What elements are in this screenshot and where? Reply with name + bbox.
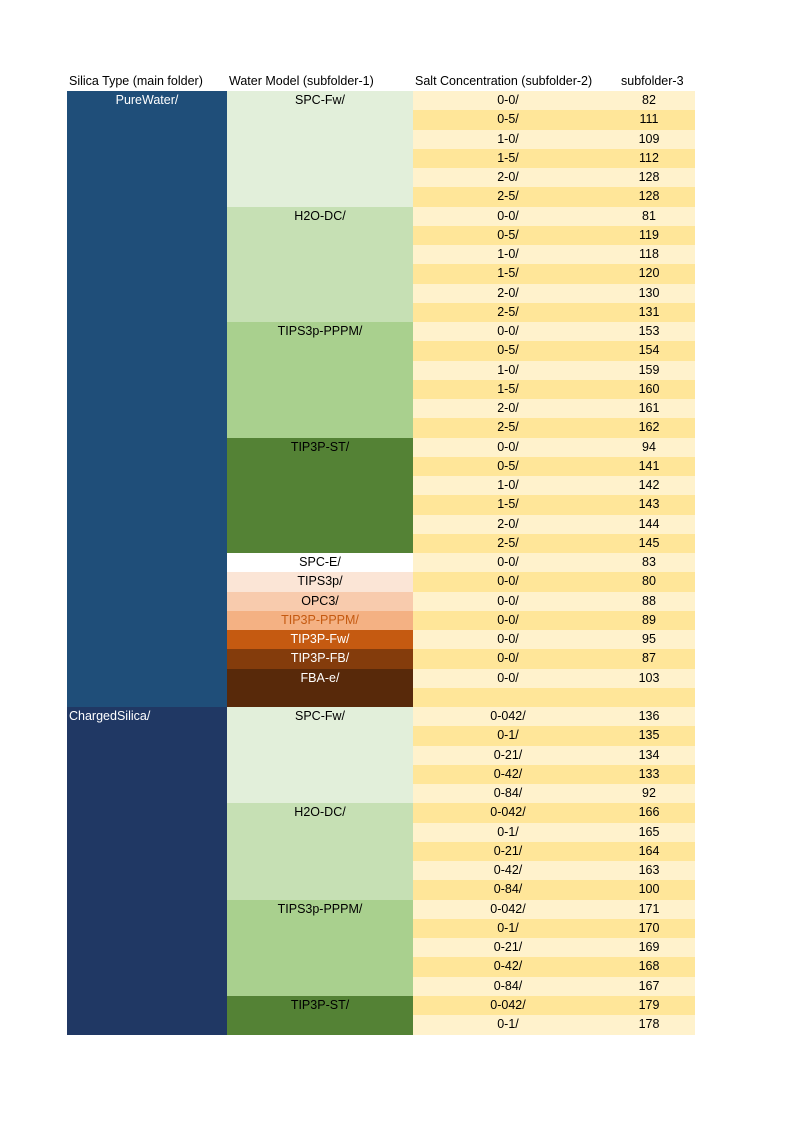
salt-concentration-cell: 2-5/ [413, 418, 603, 438]
water-model-cell: TIP3P-ST/ [227, 438, 413, 554]
water-model-cell: TIPS3p/ [227, 572, 413, 592]
subfolder-3-cell: 128 [603, 187, 695, 207]
subfolder-3-cell: 142 [603, 476, 695, 496]
salt-concentration-cell: 0-5/ [413, 457, 603, 477]
subfolder-3-cell: 134 [603, 746, 695, 766]
header-water-model: Water Model (subfolder-1) [229, 74, 374, 88]
salt-concentration-cell: 0-0/ [413, 592, 603, 612]
subfolder-3-cell: 169 [603, 938, 695, 958]
salt-concentration-cell: 0-42/ [413, 861, 603, 881]
subfolder-3-cell: 162 [603, 418, 695, 438]
salt-concentration-cell: 1-5/ [413, 380, 603, 400]
salt-concentration-cell: 2-0/ [413, 399, 603, 419]
subfolder-3-cell: 144 [603, 515, 695, 535]
subfolder-3-cell: 161 [603, 399, 695, 419]
water-model-cell: TIPS3p-PPPM/ [227, 322, 413, 438]
salt-concentration-cell: 1-5/ [413, 149, 603, 169]
subfolder-3-cell: 143 [603, 495, 695, 515]
salt-concentration-cell: 0-0/ [413, 649, 603, 669]
header-salt-concentration: Salt Concentration (subfolder-2) [415, 74, 593, 88]
subfolder-3-cell: 178 [603, 1015, 695, 1035]
salt-concentration-cell: 0-1/ [413, 823, 603, 843]
subfolder-3-cell: 118 [603, 245, 695, 265]
subfolder-3-cell: 131 [603, 303, 695, 323]
subfolder-3-cell: 179 [603, 996, 695, 1016]
salt-concentration-cell: 0-0/ [413, 91, 603, 111]
salt-concentration-cell: 1-0/ [413, 130, 603, 150]
subfolder-3-cell: 165 [603, 823, 695, 843]
salt-concentration-cell: 0-5/ [413, 226, 603, 246]
salt-concentration-cell: 0-0/ [413, 669, 603, 689]
water-model-cell: TIP3P-ST/ [227, 996, 413, 1035]
salt-concentration-cell: 0-5/ [413, 341, 603, 361]
salt-concentration-cell: 0-21/ [413, 746, 603, 766]
subfolder-3-cell: 128 [603, 168, 695, 188]
salt-concentration-cell: 0-0/ [413, 572, 603, 592]
salt-concentration-cell: 0-0/ [413, 207, 603, 227]
salt-concentration-cell: 0-0/ [413, 438, 603, 458]
subfolder-3-cell: 103 [603, 669, 695, 689]
subfolder-3-cell: 171 [603, 900, 695, 920]
subfolder-3-cell: 100 [603, 880, 695, 900]
salt-concentration-cell: 0-42/ [413, 957, 603, 977]
subfolder-3-cell: 130 [603, 284, 695, 304]
salt-concentration-cell: 0-1/ [413, 919, 603, 939]
salt-concentration-cell: 2-0/ [413, 515, 603, 535]
salt-concentration-cell: 0-21/ [413, 938, 603, 958]
salt-concentration-cell: 0-1/ [413, 726, 603, 746]
salt-concentration-cell: 1-5/ [413, 495, 603, 515]
subfolder-3-cell: 133 [603, 765, 695, 785]
subfolder-3-cell: 81 [603, 207, 695, 227]
salt-concentration-cell: 2-0/ [413, 168, 603, 188]
water-model-cell: H2O-DC/ [227, 803, 413, 900]
salt-concentration-cell: 0-84/ [413, 977, 603, 997]
salt-concentration-cell [413, 688, 603, 708]
salt-concentration-cell: 0-042/ [413, 803, 603, 823]
salt-concentration-cell: 0-0/ [413, 630, 603, 650]
water-model-cell: OPC3/ [227, 592, 413, 612]
salt-concentration-cell: 2-0/ [413, 284, 603, 304]
header-silica-type: Silica Type (main folder) [69, 74, 203, 88]
subfolder-3-cell: 82 [603, 91, 695, 111]
salt-concentration-cell: 1-5/ [413, 264, 603, 284]
water-model-cell: FBA-e/ [227, 669, 413, 708]
subfolder-3-cell: 111 [603, 110, 695, 130]
water-model-cell: H2O-DC/ [227, 207, 413, 323]
subfolder-3-cell: 136 [603, 707, 695, 727]
subfolder-3-cell: 92 [603, 784, 695, 804]
salt-concentration-cell: 0-042/ [413, 707, 603, 727]
salt-concentration-cell: 2-5/ [413, 303, 603, 323]
salt-concentration-cell: 1-0/ [413, 245, 603, 265]
subfolder-3-cell: 109 [603, 130, 695, 150]
salt-concentration-cell: 0-042/ [413, 900, 603, 920]
subfolder-3-cell: 164 [603, 842, 695, 862]
water-model-cell: TIP3P-PPPM/ [227, 611, 413, 631]
subfolder-3-cell: 153 [603, 322, 695, 342]
subfolder-3-cell: 135 [603, 726, 695, 746]
subfolder-3-cell: 145 [603, 534, 695, 554]
salt-concentration-cell: 1-0/ [413, 361, 603, 381]
salt-concentration-cell: 0-21/ [413, 842, 603, 862]
subfolder-3-cell: 83 [603, 553, 695, 573]
water-model-cell: SPC-E/ [227, 553, 413, 573]
subfolder-3-cell: 88 [603, 592, 695, 612]
salt-concentration-cell: 1-0/ [413, 476, 603, 496]
subfolder-3-cell: 160 [603, 380, 695, 400]
salt-concentration-cell: 0-84/ [413, 784, 603, 804]
subfolder-3-cell: 163 [603, 861, 695, 881]
subfolder-3-cell: 119 [603, 226, 695, 246]
salt-concentration-cell: 0-42/ [413, 765, 603, 785]
subfolder-3-cell: 87 [603, 649, 695, 669]
subfolder-3-cell: 166 [603, 803, 695, 823]
water-model-cell: SPC-Fw/ [227, 707, 413, 804]
water-model-cell: TIP3P-Fw/ [227, 630, 413, 650]
subfolder-3-cell: 89 [603, 611, 695, 631]
salt-concentration-cell: 0-0/ [413, 611, 603, 631]
salt-concentration-cell: 2-5/ [413, 187, 603, 207]
silica-type-cell: PureWater/ [67, 91, 227, 708]
salt-concentration-cell: 0-5/ [413, 110, 603, 130]
salt-concentration-cell: 2-5/ [413, 534, 603, 554]
silica-type-cell: ChargedSilica/ [67, 707, 227, 1035]
subfolder-3-cell: 159 [603, 361, 695, 381]
subfolder-3-cell: 154 [603, 341, 695, 361]
salt-concentration-cell: 0-1/ [413, 1015, 603, 1035]
subfolder-3-cell: 141 [603, 457, 695, 477]
subfolder-3-cell: 112 [603, 149, 695, 169]
subfolder-3-cell: 95 [603, 630, 695, 650]
subfolder-3-cell: 167 [603, 977, 695, 997]
subfolder-3-cell: 120 [603, 264, 695, 284]
subfolder-3-cell [603, 688, 695, 708]
salt-concentration-cell: 0-042/ [413, 996, 603, 1016]
subfolder-3-cell: 170 [603, 919, 695, 939]
subfolder-3-cell: 94 [603, 438, 695, 458]
water-model-cell: TIPS3p-PPPM/ [227, 900, 413, 997]
subfolder-3-cell: 80 [603, 572, 695, 592]
water-model-cell: SPC-Fw/ [227, 91, 413, 207]
salt-concentration-cell: 0-0/ [413, 322, 603, 342]
water-model-cell: TIP3P-FB/ [227, 649, 413, 669]
salt-concentration-cell: 0-84/ [413, 880, 603, 900]
salt-concentration-cell: 0-0/ [413, 553, 603, 573]
subfolder-3-cell: 168 [603, 957, 695, 977]
header-subfolder-3: subfolder-3 [621, 74, 684, 88]
